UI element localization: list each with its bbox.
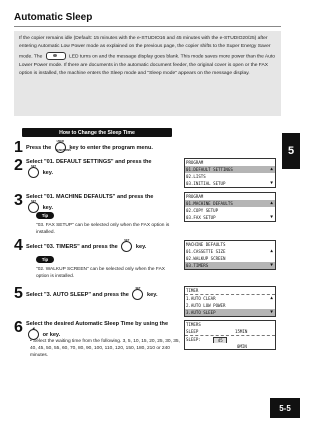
lcd-row-selected: [185, 166, 275, 173]
lcd-sleep-label: SLEEP:: [186, 337, 201, 342]
lcd-row: [185, 214, 275, 221]
tip-badge: Tip: [36, 256, 54, 263]
page-number: 5-5: [270, 398, 300, 418]
step-text-post: key.: [147, 291, 158, 298]
step-number: 2: [14, 157, 23, 174]
lcd-row-text: 3.AUTO SLEEP: [186, 310, 216, 315]
step-text: [26, 320, 176, 340]
set-key-icon: [121, 241, 132, 252]
intro-text-part2: LED turns on and the message display goes blank. This mode saves more power than the Auto Lower Power mode. If there are documents in the automatic document feeder, the original cover is open or the FAX option is installed, the machine enters the Sleep mode and "Sleep mode" appears on the message display.: [19, 54, 275, 76]
step6-bullet: • Select the waiting time from the following. 3, 5, 10, 15, 20, 25, 30, 35, 40, 45, 50, 55, 60, 70, 80, 90, 100, 110, 120, 150, 180, 210 or 240 minutes.: [30, 339, 180, 358]
tip-badge: Tip: [36, 212, 54, 219]
step-text-pre: Select "03. TIMERS" and press the: [26, 243, 118, 250]
arrow-up-icon: ▲: [270, 167, 273, 172]
step-text-pre: Select the desired Automatic Sleep Time by using the: [26, 321, 169, 327]
lcd-unit: 0MIN: [237, 344, 247, 349]
key-label: SET: [124, 239, 130, 242]
step-text: [26, 142, 186, 153]
lcd-row: TIMERS: [186, 322, 201, 327]
lcd-row-selected: [185, 200, 275, 207]
lcd-row: 02.LISTS: [186, 174, 206, 179]
step-text-post: key.: [135, 243, 147, 250]
step-text: [26, 158, 164, 178]
lcd-row-text: 01.MACHINE DEFAULTS: [186, 201, 233, 206]
chapter-tab: 5: [282, 133, 300, 169]
step-text-post: key.: [42, 204, 54, 211]
lcd-row-selected: [185, 309, 275, 316]
step-text-post: key to enter the program menu.: [69, 144, 153, 151]
title-divider: [14, 26, 281, 27]
super-energy-saver-led-icon: [46, 52, 66, 60]
lcd-row: MACHINE DEFAULTS: [186, 242, 226, 247]
key-label: USER FUNCTIONS: [55, 140, 71, 152]
lcd-col-value: 15MIN: [235, 329, 248, 334]
key-label: SET: [30, 199, 37, 203]
intro-text-part1: If the copier remains idle (Default: 15 minutes with the e-STUDIO16 and 45 minutes with the e-STUDIO20/25) after entering Automatic Low Power mode as explained on the previous page, the copier shifts to the Super Energy Saver mode. The: [19, 36, 271, 60]
step-text-pre: Select "3. AUTO SLEEP" and press the: [26, 291, 129, 298]
arrow-up-icon: ▲: [270, 296, 273, 301]
step-text: [26, 241, 186, 252]
lcd-row: [185, 336, 275, 343]
section-header: How to Change the Sleep Time: [22, 128, 172, 137]
tip-text: "03. FAX SETUP" can be selected only when the FAX option is installed.: [36, 223, 170, 235]
intro-box: [14, 31, 281, 116]
lcd-panel-program: [184, 158, 276, 188]
step-text: [26, 193, 164, 213]
lcd-row-text: 03.FAX SETUP: [186, 215, 216, 220]
arrow-up-icon: ▲: [270, 201, 273, 206]
step-text-pre: Select "01. MACHINE DEFAULTS" and press the: [26, 194, 154, 200]
lcd-row: TIMER: [185, 287, 275, 295]
lcd-row: 02.WALKUP SCREEN: [186, 256, 226, 261]
step-text-post: or key.: [42, 331, 61, 338]
lcd-row: PROGRAM: [186, 194, 204, 199]
lcd-row: 2.AUTO LOW POWER: [186, 303, 226, 308]
lcd-panel-sleep-timer: [184, 320, 276, 350]
step-number: 3: [14, 192, 23, 209]
key-label: ◀: [32, 326, 35, 330]
lcd-row: [185, 248, 275, 255]
arrow-down-icon: ▼: [270, 215, 273, 220]
set-key-icon: [28, 199, 39, 213]
step-number: 1: [14, 139, 23, 156]
arrow-down-icon: ▼: [270, 263, 273, 268]
lcd-row-text: 03.TIMERS: [186, 263, 209, 268]
step-number: 4: [14, 237, 23, 254]
lcd-row-text: 01.CASSETTE SIZE: [186, 249, 226, 254]
key-label: SET: [135, 287, 141, 290]
lcd-row: 02.COPY SETUP: [186, 208, 219, 213]
step-text-post: key.: [42, 169, 54, 176]
lcd-row: [185, 295, 275, 302]
user-functions-key-icon: [55, 140, 71, 153]
step-text-pre: Select "01. DEFAULT SETTINGS" and press the: [26, 159, 152, 165]
lcd-row-selected: [185, 262, 275, 269]
sleep-time-value: 45: [213, 337, 227, 344]
set-key-icon: [132, 289, 143, 300]
arrow-down-icon: ▼: [270, 181, 273, 186]
lcd-panel-timer: [184, 286, 276, 317]
arrow-down-icon: ▼: [270, 310, 273, 315]
lcd-row: PROGRAM: [186, 160, 204, 165]
step-number: 6: [14, 319, 23, 336]
lcd-row: [185, 328, 275, 336]
step-text-pre: Press the: [26, 144, 52, 151]
lcd-row-text: 1.AUTO CLEAR: [186, 296, 216, 301]
lcd-row-text: 03.INITIAL SETUP: [186, 181, 226, 186]
key-label: SET: [30, 164, 37, 168]
lcd-panel-machine-defaults: [184, 240, 276, 270]
page-title: Automatic Sleep: [14, 12, 93, 23]
tip-text: "02. WALKUP SCREEN" can be selected only when the FAX option is installed.: [36, 267, 165, 279]
step-text: [26, 289, 186, 300]
lcd-col-label: SLEEP: [186, 329, 199, 334]
lcd-row: [185, 180, 275, 187]
lcd-row: [185, 343, 275, 350]
set-key-icon: [28, 164, 39, 178]
step-number: 5: [14, 285, 23, 302]
lcd-panel-default-settings: [184, 192, 276, 222]
arrow-up-icon: ▲: [270, 249, 273, 254]
lcd-row-text: 01.DEFAULT SETTINGS: [186, 167, 233, 172]
